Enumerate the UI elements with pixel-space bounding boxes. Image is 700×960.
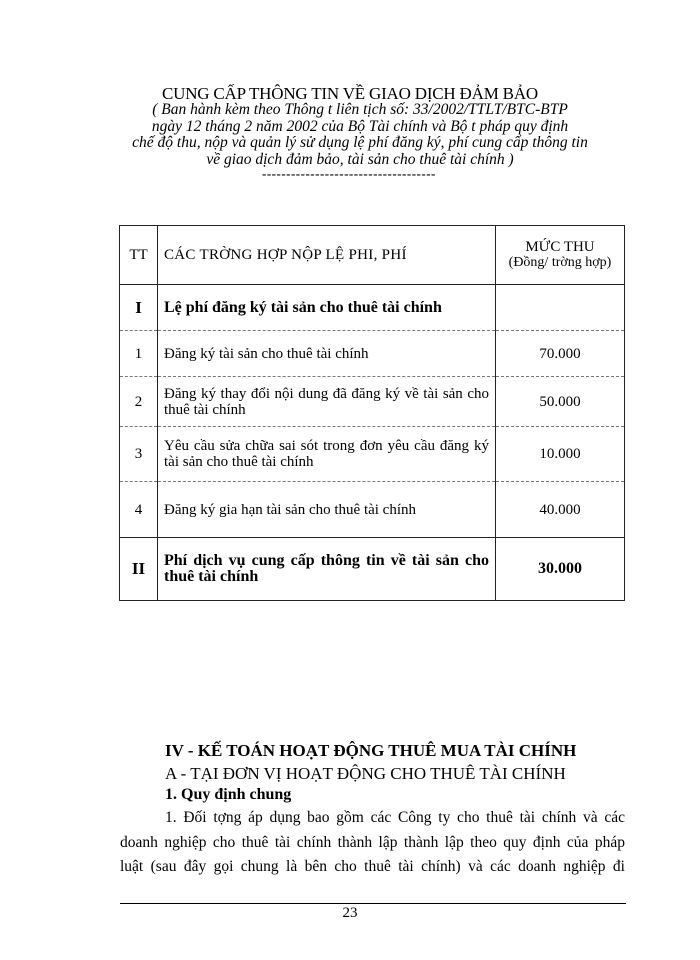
fee-table (119, 225, 625, 601)
row-amount: 10.000 (496, 427, 625, 482)
table-row (120, 377, 625, 427)
row-tt: 2 (120, 377, 158, 427)
subtitle-line: chế độ thu, nộp và quản lý sử dụng lệ phí đăng ký, phí cung cấp thông tin (132, 134, 588, 151)
table-row (120, 285, 625, 331)
row-tt: 4 (120, 482, 158, 538)
section-heading: IV - KẾ TOÁN HOẠT ĐỘNG THUÊ MUA TÀI CHÍNH (165, 741, 577, 760)
row-tt: 3 (120, 427, 158, 482)
header-name: CÁC TRỜNG HỢP NỘP LỆ PHI, PHÍ (158, 226, 496, 285)
table-row (120, 331, 625, 377)
table-row (120, 482, 625, 538)
header-amount-line1: MỨC THU (525, 239, 595, 255)
paragraph-line: doanh nghiệp cho thuê tài chính thành lập thành lập theo quy định của pháp (120, 833, 625, 851)
section-subheading: A - TẠI ĐƠN VỊ HOẠT ĐỘNG CHO THUÊ TÀI CHÍNH (165, 764, 566, 783)
subtitle-block (100, 102, 620, 168)
row-amount: 70.000 (496, 331, 625, 377)
subtitle-line: ngày 12 tháng 2 năm 2002 của Bộ Tài chính và Bộ t pháp quy định (151, 117, 569, 135)
header-tt: TT (120, 226, 158, 285)
row-tt: I (120, 285, 158, 331)
subtitle-line: ( Ban hành kèm theo Thông t liên tịch số: 33/2002/TTLT/BTC-BTP (152, 101, 568, 118)
row-amount: 50.000 (496, 377, 625, 427)
paragraph-line: 1. Đối tợng áp dụng bao gồm các Công ty cho thuê tài chính và các (165, 809, 625, 826)
row-name: Lệ phí đăng ký tài sản cho thuê tài chính (158, 285, 496, 331)
row-amount (496, 285, 625, 331)
row-name: Yêu cầu sửa chữa sai sót trong đơn yêu cầu đăng ký tài sản cho thuê tài chính (158, 427, 496, 482)
row-tt: II (120, 538, 158, 601)
footer-rule (120, 903, 626, 904)
row-tt: 1 (120, 331, 158, 377)
row-name: Đăng ký thay đổi nội dung đã đăng ký về tài sản cho thuê tài chính (158, 377, 496, 427)
body-paragraph (120, 806, 625, 880)
subtitle-line: về giao dịch đảm bảo, tài sản cho thuê tài chính ) (206, 150, 514, 168)
header-amount-line2: (Đồng/ trờng hợp) (508, 255, 612, 270)
page-number: 23 (342, 905, 358, 921)
row-name: Đăng ký gia hạn tài sản cho thuê tài chính (158, 482, 496, 538)
paragraph-line: luật (sau đây gọi chung là bên cho thuê tài chính) và các doanh nghiệp đi (120, 858, 625, 875)
header-amount (496, 226, 625, 285)
section-subsubheading: 1. Quy định chung (165, 786, 292, 803)
row-name: Đăng ký tài sản cho thuê tài chính (158, 331, 496, 377)
table-row (120, 538, 625, 601)
row-amount: 30.000 (496, 538, 625, 601)
table-header-row (120, 226, 625, 285)
row-name: Phí dịch vụ cung cấp thông tin về tài sản cho thuê tài chính (158, 538, 496, 601)
divider: ------------------------------------ (262, 166, 436, 181)
row-amount: 40.000 (496, 482, 625, 538)
table-row (120, 427, 625, 482)
page-title: CUNG CẤP THÔNG TIN VỀ GIAO DỊCH ĐẢM BẢO (162, 84, 538, 103)
